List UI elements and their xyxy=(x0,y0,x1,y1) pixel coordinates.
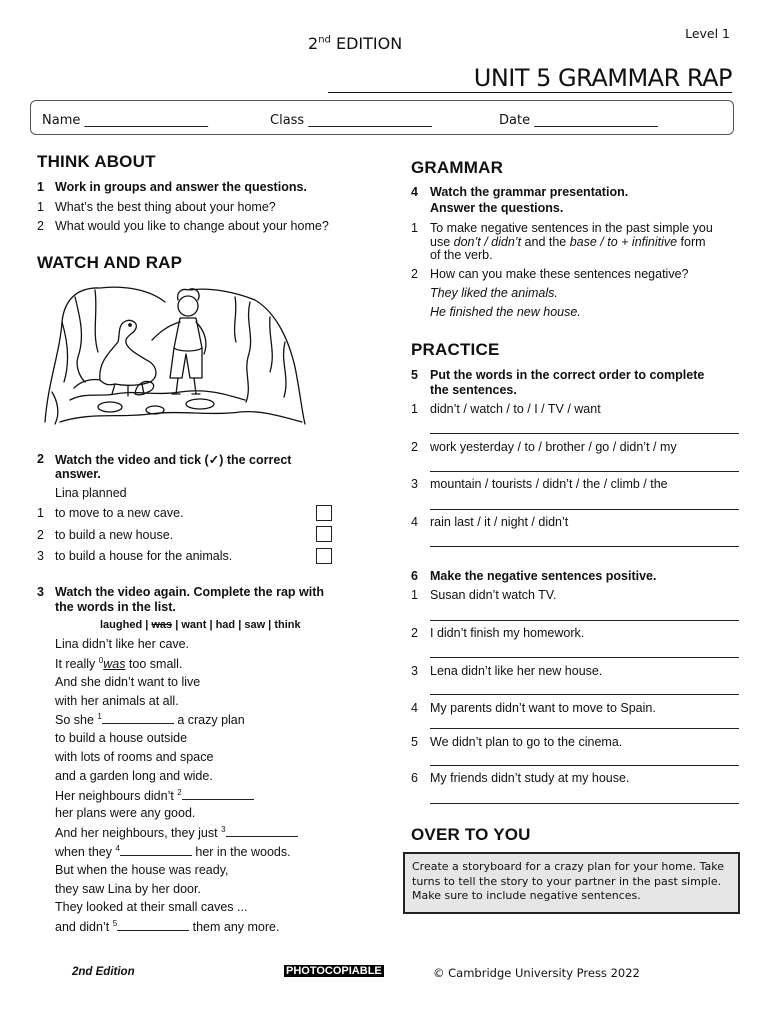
answer-line[interactable] xyxy=(430,728,739,729)
q5-item: rain last / it / night / didn’t xyxy=(430,515,569,529)
q6-item: My friends didn’t study at my house. xyxy=(430,771,630,785)
answer-blank[interactable] xyxy=(182,789,254,800)
q6-item: Lena didn’t like her new house. xyxy=(430,664,603,678)
rap-line: with her animals at all. xyxy=(55,694,179,708)
rap-line: They looked at their small caves ... xyxy=(55,900,248,914)
answer-blank[interactable] xyxy=(226,826,298,837)
edition-label: 2nd EDITION xyxy=(308,34,403,53)
q1-item-number: 1 xyxy=(37,200,44,214)
q6-item-number: 1 xyxy=(411,588,418,602)
q2-number: 2 xyxy=(37,452,44,466)
q3-instruction-line2: the words in the list. xyxy=(55,600,176,614)
q4-item-number: 1 xyxy=(411,221,418,235)
photocopiable-badge: PHOTOCOPIABLE xyxy=(286,965,382,977)
q5-item: didn’t / watch / to / I / TV / want xyxy=(430,402,601,416)
q4-item-number: 2 xyxy=(411,267,418,281)
q6-item: My parents didn’t want to move to Spain. xyxy=(430,701,656,715)
cave-girl-dinosaur-illustration xyxy=(40,282,310,430)
box-text: Make sure to include negative sentences. xyxy=(412,889,641,902)
q2-instruction-line1: Watch the video and tick (✓) the correct xyxy=(55,453,292,467)
answer-line[interactable] xyxy=(430,471,739,472)
rap-line: So she $^1$ a crazy plan xyxy=(55,712,245,728)
q6-item-number: 5 xyxy=(411,735,418,749)
student-info-bar xyxy=(30,100,734,135)
class-field[interactable]: Class ___________________ xyxy=(270,113,432,128)
rap-line: with lots of rooms and space xyxy=(55,750,214,764)
q5-item-number: 3 xyxy=(411,477,418,491)
q6-instruction: Make the negative sentences positive. xyxy=(430,569,657,583)
q2-option: to build a new house. xyxy=(55,528,174,542)
q1-item-number: 2 xyxy=(37,219,44,233)
practice-heading: PRACTICE xyxy=(411,340,500,359)
rap-line: And she didn’t want to live xyxy=(55,675,201,689)
tick-checkbox[interactable] xyxy=(316,505,332,521)
grammar-heading: GRAMMAR xyxy=(411,158,504,177)
q2-option-number: 1 xyxy=(37,506,44,520)
q1-item: What would you like to change about your home? xyxy=(55,219,329,233)
q3-number: 3 xyxy=(37,585,44,599)
q6-number: 6 xyxy=(411,569,418,583)
footer-edition: 2nd Edition xyxy=(72,966,135,978)
q2-option-number: 3 xyxy=(37,549,44,563)
rap-line: It really $^0$was too small. xyxy=(55,656,183,672)
q2-instruction-line2: answer. xyxy=(55,467,101,481)
q4-item2: How can you make these sentences negative? xyxy=(430,267,689,281)
q1-number: 1 xyxy=(37,180,44,194)
rap-line: Her neighbours didn’t $^2$ xyxy=(55,788,254,803)
word-list: laughed | was | want | had | saw | think xyxy=(100,619,301,631)
answer-line[interactable] xyxy=(430,657,739,658)
q2-intro: Lina planned xyxy=(55,486,127,500)
q4-item1-line3: of the verb. xyxy=(430,248,493,262)
tick-checkbox[interactable] xyxy=(316,548,332,564)
q2-option-number: 2 xyxy=(37,528,44,542)
level-label: Level 1 xyxy=(685,26,730,41)
rap-line: and a garden long and wide. xyxy=(55,769,213,783)
q6-item-number: 6 xyxy=(411,771,418,785)
q6-item: Susan didn’t watch TV. xyxy=(430,588,557,602)
q6-item-number: 2 xyxy=(411,626,418,640)
rap-line: Lina didn’t like her cave. xyxy=(55,637,190,651)
q2-option: to build a house for the animals. xyxy=(55,549,233,563)
q6-item-number: 4 xyxy=(411,701,418,715)
answer-line[interactable] xyxy=(430,694,739,695)
copyright: © Cambridge University Press 2022 xyxy=(433,966,640,980)
watch-and-rap-heading: WATCH AND RAP xyxy=(37,253,183,272)
q4-instruction-line2: Answer the questions. xyxy=(430,201,564,215)
page-title: UNIT 5 GRAMMAR RAP xyxy=(328,64,732,93)
q4-example: They liked the animals. xyxy=(430,286,558,300)
think-about-heading: THINK ABOUT xyxy=(37,152,156,171)
box-text: turns to tell the story to your partner in the past simple. xyxy=(412,874,722,888)
answer-line[interactable] xyxy=(430,546,739,547)
name-field[interactable]: Name ___________________ xyxy=(42,113,208,128)
rap-line: But when the house was ready, xyxy=(55,863,229,877)
q5-instruction-line1: Put the words in the correct order to complete xyxy=(430,368,705,382)
answer-line[interactable] xyxy=(430,620,739,621)
q1-item: What’s the best thing about your home? xyxy=(55,200,276,214)
rap-line: her plans were any good. xyxy=(55,806,196,820)
q4-item1-line2: use don’t / didn’t and the base / to + infinitive form xyxy=(430,235,706,249)
q4-instruction-line1: Watch the grammar presentation. xyxy=(430,185,629,199)
answer-blank[interactable] xyxy=(102,713,174,724)
box-text: Create a storyboard for a crazy plan for your home. Take xyxy=(412,860,724,873)
tick-checkbox[interactable] xyxy=(316,526,332,542)
q1-instruction: Work in groups and answer the questions. xyxy=(55,180,307,194)
rap-line: and didn’t $^5$ them any more. xyxy=(55,919,280,935)
answer-blank[interactable] xyxy=(117,920,189,931)
rap-line: they saw Lina by her door. xyxy=(55,882,201,896)
rap-line: And her neighbours, they just $^3$ xyxy=(55,825,298,840)
answer-blank[interactable] xyxy=(120,845,192,856)
q5-item-number: 1 xyxy=(411,402,418,416)
over-to-you-box xyxy=(403,852,740,914)
date-field[interactable]: Date ___________________ xyxy=(499,113,658,128)
over-to-you-heading: OVER TO YOU xyxy=(411,825,531,844)
answer-line[interactable] xyxy=(430,803,739,804)
q5-item-number: 4 xyxy=(411,515,418,529)
answer-line[interactable] xyxy=(430,765,739,766)
q4-example: He finished the new house. xyxy=(430,305,581,319)
q5-instruction-line2: the sentences. xyxy=(430,383,517,397)
rap-line: to build a house outside xyxy=(55,731,188,745)
q5-item: mountain / tourists / didn’t / the / climb / the xyxy=(430,477,668,491)
q4-number: 4 xyxy=(411,185,418,199)
q6-item: We didn’t plan to go to the cinema. xyxy=(430,735,623,749)
answer-line[interactable] xyxy=(430,509,739,510)
q5-item-number: 2 xyxy=(411,440,418,454)
answer-line[interactable] xyxy=(430,433,739,434)
q2-option: to move to a new cave. xyxy=(55,506,184,520)
rap-line: when they $^4$ her in the woods. xyxy=(55,844,291,860)
q3-instruction-line1: Watch the video again. Complete the rap with xyxy=(55,585,325,599)
q5-item: work yesterday / to / brother / go / didn’t / my xyxy=(430,440,677,454)
q4-item1-line1: To make negative sentences in the past simple you xyxy=(430,221,713,235)
q5-number: 5 xyxy=(411,368,418,382)
q6-item: I didn’t finish my homework. xyxy=(430,626,585,640)
q6-item-number: 3 xyxy=(411,664,418,678)
